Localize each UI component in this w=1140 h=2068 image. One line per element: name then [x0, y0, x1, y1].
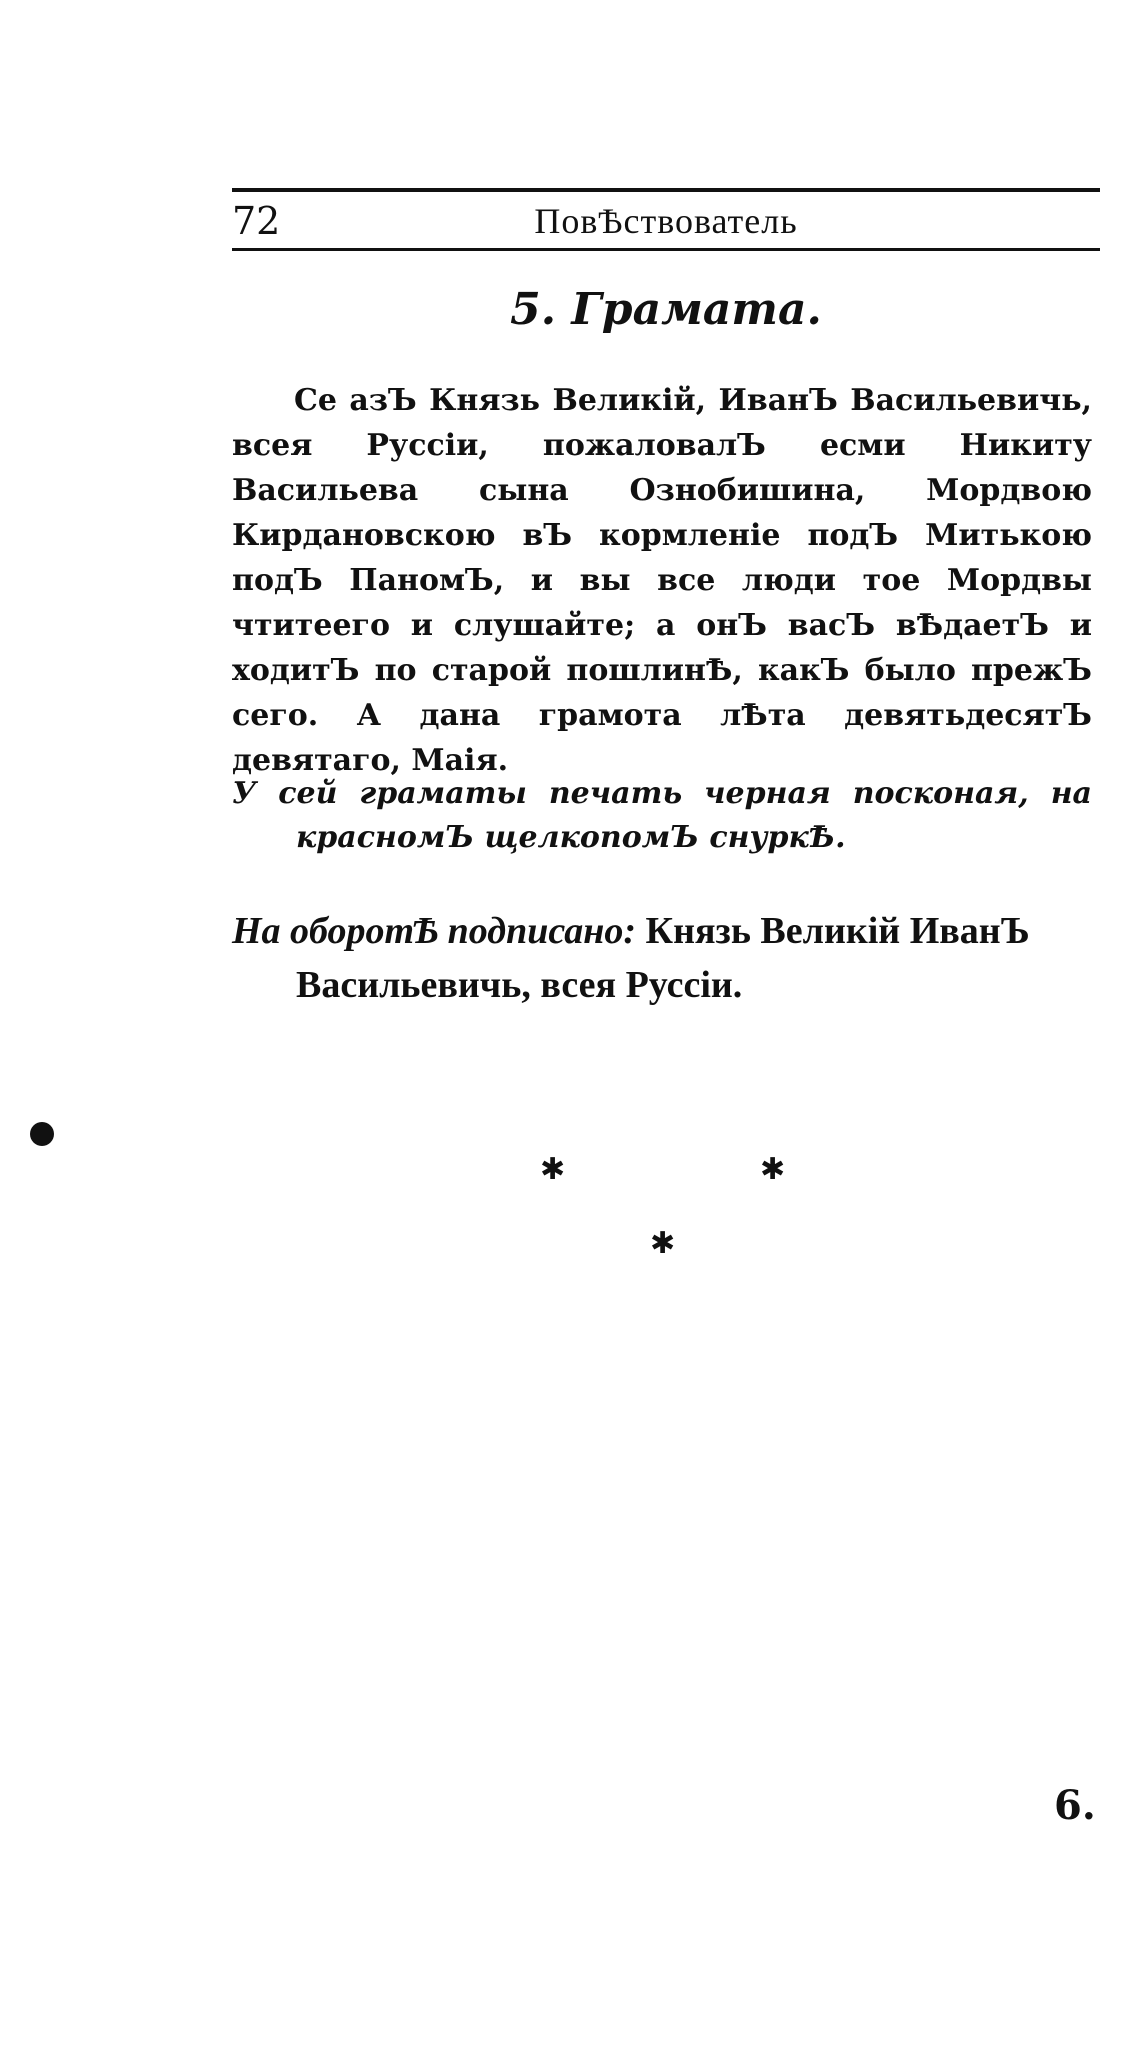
seal-note: У сей граматы печать черная посконая, на красномЪ щелкопомЪ снуркѢ.	[232, 776, 1092, 855]
ink-blot	[30, 1122, 54, 1146]
page-header	[232, 196, 1100, 246]
running-head: ПовѢствователь	[534, 201, 798, 241]
ornament-asterisk-icon: ✱	[650, 1226, 676, 1261]
printer-signature-mark: 6.	[1054, 1782, 1096, 1829]
page-number: 72	[232, 199, 281, 243]
header-rule-bottom	[232, 248, 1100, 251]
signature-lead: На оборотѢ подписано:	[232, 910, 637, 952]
signature-note	[232, 904, 1100, 1012]
ornament-asterisk-icon: ✱	[760, 1152, 786, 1187]
header-rule-top	[232, 188, 1100, 192]
signature-name: Князь Великій ИванЪ Васильевичь, всея Руссіи.	[296, 910, 1030, 1006]
ornament-asterisk-icon: ✱	[540, 1152, 566, 1187]
section-title: 5. Грамата.	[510, 284, 822, 335]
charter-text: Се азЪ Князь Великій, ИванЪ Васильевичь, всея Руссіи, пожаловалЪ есми Никиту Васильева сына Ознобишина, Мордвою Кирдановскою вЪ кормленіе подЪ Митькою подЪ ПаномЪ, и вы все люди тое Мордвы чтитеего и слушайте; а онЪ васЪ вѢдаетЪ и ходитЪ по старой пошлинѢ, какЪ было прежЪ сего. А дана грамота лѢта девятьдесятЪ девятаго, Маія.	[232, 383, 1092, 778]
